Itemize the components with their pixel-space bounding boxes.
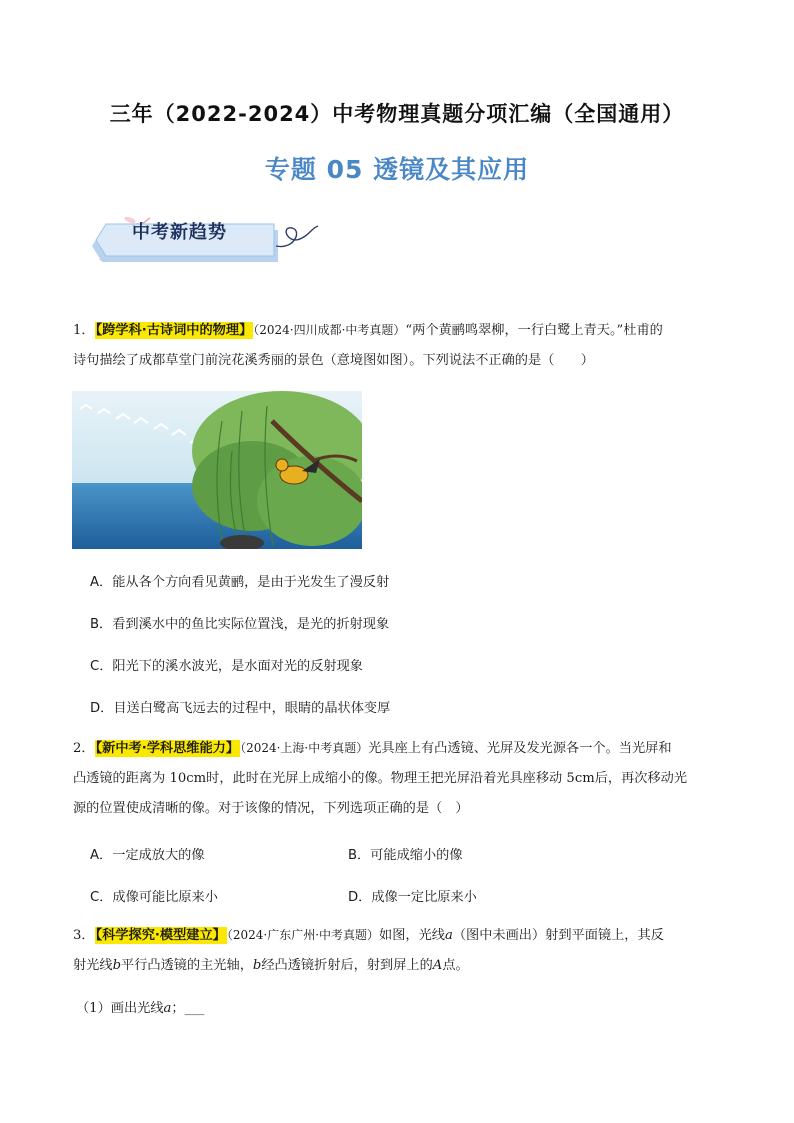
poem-illustration <box>72 391 362 549</box>
question-number: 2． <box>73 741 95 756</box>
question-tag: 【科学探究·模型建立】 <box>95 928 226 943</box>
question-text: （1）画出光线 <box>76 1001 164 1016</box>
question-text: 光具座上有凸透镜、光屏及发光源各一个。当光屏和 <box>368 741 672 756</box>
question-2-option-b[interactable]: B．可能成缩小的像 <box>348 848 463 863</box>
question-3-stem-line-1 <box>73 920 723 951</box>
question-3 <box>73 920 723 981</box>
question-1-stem-line-2: 诗句描绘了成都草堂门前浣花溪秀丽的景色（意境图如图）。下列说法不正确的是（ ） <box>73 353 594 368</box>
question-1 <box>73 315 723 376</box>
question-2-option-c[interactable]: C．成像可能比原来小 <box>90 890 218 905</box>
question-2-stem-line-1 <box>73 733 723 764</box>
variable-a: a <box>163 1001 172 1016</box>
section-label: 中考新趋势 <box>132 222 227 243</box>
question-number: 3． <box>73 928 95 943</box>
variable-A: A <box>432 958 443 973</box>
question-2 <box>73 733 723 824</box>
answer-blank[interactable]: ；___ <box>171 1001 205 1016</box>
question-2-option-a[interactable]: A．一定成放大的像 <box>90 848 205 863</box>
question-1-stem-line-1 <box>73 315 723 346</box>
question-number: 1． <box>73 323 95 338</box>
variable-b: b <box>112 958 122 973</box>
question-source: （2024·广东广州·中考真题） <box>226 928 380 942</box>
variable-a: a <box>444 928 453 943</box>
question-text: 射光线 <box>73 958 113 973</box>
question-text: 如图，光线 <box>379 928 445 943</box>
question-text: 经凸透镜折射后，射到屏上的 <box>261 958 433 973</box>
variable-b: b <box>252 958 262 973</box>
question-3-stem-line-2 <box>73 951 723 981</box>
question-tag: 【新中考·学科思维能力】 <box>95 741 240 756</box>
question-text: “两个黄鹂鸣翠柳，一行白鹭上青天。”杜甫的 <box>405 323 663 338</box>
question-2-stem-line-2: 凸透镜的距离为 10cm时，此时在光屏上成缩小的像。物理王把光屏沿着光具座移动 5cm后，再次移动光 <box>73 771 688 786</box>
question-source: （2024·四川成都·中考真题） <box>253 323 406 337</box>
question-source: （2024·上海·中考真题） <box>240 741 369 755</box>
question-2-option-d[interactable]: D．成像一定比原来小 <box>348 890 477 905</box>
question-1-option-b[interactable]: B．看到溪水中的鱼比实际位置浅，是光的折射现象 <box>90 617 390 632</box>
question-1-option-d[interactable]: D．目送白鹭高飞远去的过程中，眼睛的晶状体变厚 <box>90 701 391 716</box>
question-tag: 【跨学科·古诗词中的物理】 <box>95 323 253 338</box>
question-2-stem-line-3: 源的位置使成清晰的像。对于该像的情况，下列选项正确的是（ ） <box>73 801 469 816</box>
question-1-option-a[interactable]: A．能从各个方向看见黄鹂，是由于光发生了漫反射 <box>90 575 390 590</box>
question-text: 点。 <box>442 958 469 973</box>
question-3-subquestion-1 <box>76 994 726 1024</box>
question-1-option-c[interactable]: C．阳光下的溪水波光，是水面对光的反射现象 <box>90 659 363 674</box>
chapter-title: 专题 05 透镜及其应用 <box>264 155 530 184</box>
subquestion-text <box>76 994 726 1024</box>
question-text: 平行凸透镜的主光轴， <box>121 958 253 973</box>
section-badge <box>80 200 320 280</box>
question-text: （图中未画出）射到平面镜上，其反 <box>452 928 664 943</box>
oriole-willow-image <box>72 391 362 549</box>
document-title: 三年（2022-2024）中考物理真题分项汇编（全国通用） <box>109 102 685 126</box>
